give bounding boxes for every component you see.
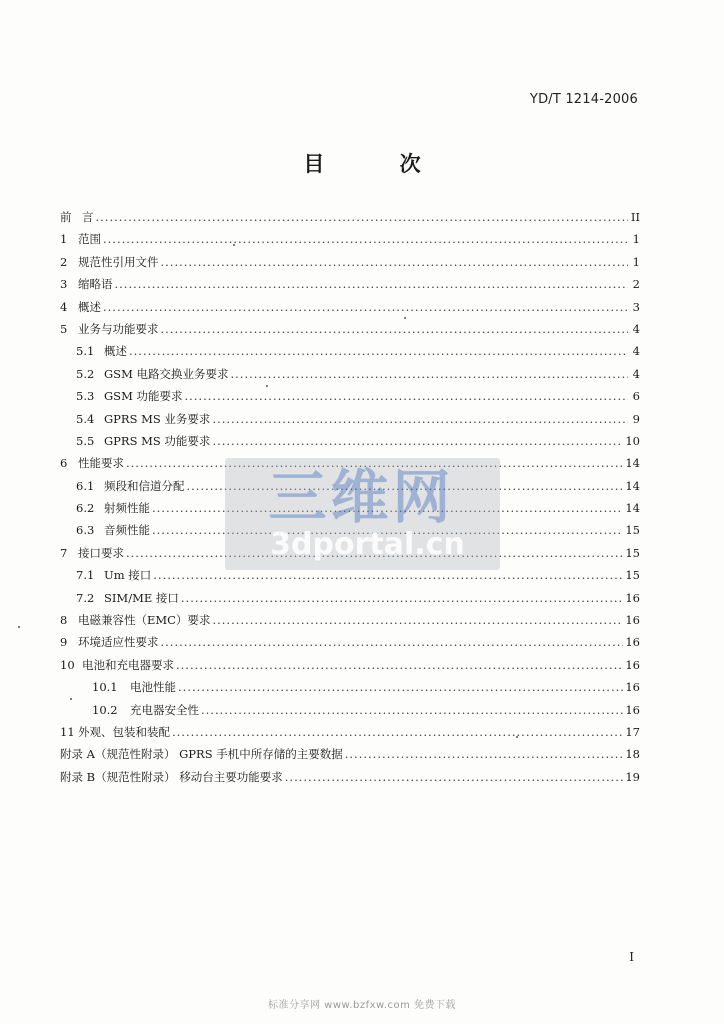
footer-credit: 标准分享网 www.bzfxw.com 免费下载 bbox=[268, 1000, 456, 1011]
toc-entry[interactable] bbox=[60, 743, 640, 765]
toc-leader-dots bbox=[115, 273, 629, 295]
toc-entry-number: 11 bbox=[60, 724, 75, 739]
toc-entry[interactable] bbox=[60, 587, 640, 609]
toc-entry-page: 16 bbox=[625, 680, 640, 695]
toc-entry-label: 概述 bbox=[104, 344, 127, 359]
toc-entry-page: 15 bbox=[625, 545, 640, 560]
toc-entry[interactable] bbox=[60, 385, 640, 407]
toc-entry-number: 5.2 bbox=[76, 366, 95, 381]
toc-entry-page: 10 bbox=[625, 433, 640, 448]
toc-leader-dots bbox=[231, 363, 629, 385]
toc-entry-label: 附录 B（规范性附录） 移动台主要功能要求 bbox=[60, 769, 283, 784]
toc-entry[interactable] bbox=[60, 699, 640, 721]
scan-speck bbox=[18, 626, 20, 628]
toc-entry-number: 6.1 bbox=[76, 478, 95, 493]
toc-entry[interactable] bbox=[60, 721, 640, 743]
toc-entry-label: 电池和充电器要求 bbox=[82, 657, 174, 672]
watermark-domain: 3dportal.cn bbox=[270, 527, 465, 562]
toc-entry-page: 16 bbox=[625, 657, 640, 672]
toc-entry-label: 射频性能 bbox=[104, 501, 150, 516]
toc-entry[interactable] bbox=[60, 408, 640, 430]
toc-entry-number: 3 bbox=[60, 277, 68, 292]
toc-entry-label: 言 bbox=[82, 210, 94, 224]
toc-entry-label: SIM/ME 接口 bbox=[104, 590, 179, 605]
toc-entry-page: 16 bbox=[625, 590, 640, 605]
toc-entry-number: 6.2 bbox=[76, 501, 95, 516]
toc-entry-page: 9 bbox=[632, 411, 640, 426]
toc-entry-page: 17 bbox=[625, 724, 640, 739]
scan-speck bbox=[404, 317, 406, 319]
toc-entry-page: 14 bbox=[625, 501, 640, 516]
toc-entry-page: II bbox=[630, 210, 640, 224]
toc-entry-number: 8 bbox=[60, 613, 68, 628]
toc-leader-dots bbox=[172, 721, 623, 743]
toc-entry-number: 9 bbox=[60, 635, 68, 650]
toc-entry-label: 充电器安全性 bbox=[130, 702, 199, 717]
toc-entry-label: 音频性能 bbox=[104, 523, 150, 538]
toc-entry-label: 接口要求 bbox=[78, 545, 124, 560]
toc-entry[interactable] bbox=[60, 296, 640, 318]
toc-entry-page: 2 bbox=[632, 277, 640, 292]
scan-speck bbox=[266, 385, 268, 387]
toc-entry-label: Um 接口 bbox=[104, 568, 152, 583]
watermark-logo: 三维网 bbox=[268, 463, 455, 531]
toc-entry-label: 环境适应性要求 bbox=[78, 635, 159, 650]
toc-entry-label: 附录 A（规范性附录） GPRS 手机中所存储的主要数据 bbox=[60, 747, 343, 762]
toc-entry-number: 6 bbox=[60, 456, 68, 471]
toc-entry[interactable] bbox=[60, 318, 640, 340]
toc-entry-number: 5.4 bbox=[76, 411, 95, 426]
toc-entry-page: 16 bbox=[625, 635, 640, 650]
toc-entry-page: 16 bbox=[625, 613, 640, 628]
toc-entry-number: 5.5 bbox=[76, 433, 95, 448]
toc-entry-label: GPRS MS 功能要求 bbox=[104, 433, 211, 448]
toc-entry-number: 5.1 bbox=[76, 344, 95, 359]
toc-leader-dots bbox=[201, 699, 623, 721]
toc-leader-dots bbox=[96, 206, 629, 228]
toc-entry[interactable] bbox=[60, 251, 640, 273]
toc-entry-label: 缩略语 bbox=[78, 277, 113, 292]
toc-entry-label: 电磁兼容性（EMC）要求 bbox=[78, 613, 211, 628]
toc-entry-page: 1 bbox=[632, 254, 640, 269]
toc-entry[interactable] bbox=[60, 340, 640, 362]
toc-entry-page: 14 bbox=[625, 456, 640, 471]
toc-leader-dots bbox=[161, 251, 629, 273]
toc-entry-number: 6.3 bbox=[76, 523, 95, 538]
toc-leader-dots bbox=[176, 654, 623, 676]
toc-entry[interactable] bbox=[60, 766, 640, 788]
toc-entry-number: 2 bbox=[60, 254, 68, 269]
toc-entry[interactable] bbox=[60, 676, 640, 698]
watermark bbox=[225, 458, 500, 570]
toc-entry[interactable] bbox=[60, 430, 640, 452]
toc-entry[interactable] bbox=[60, 654, 640, 676]
toc-entry-page: 3 bbox=[632, 299, 640, 314]
toc-entry-label: 频段和信道分配 bbox=[104, 478, 185, 493]
toc-entry-page: 1 bbox=[632, 232, 640, 247]
toc-leader-dots bbox=[212, 609, 623, 631]
toc-entry-label: 规范性引用文件 bbox=[78, 254, 159, 269]
toc-entry-number: 7.1 bbox=[76, 568, 95, 583]
toc-entry-label: GSM 功能要求 bbox=[104, 389, 183, 404]
toc-entry-label: 外观、包装和装配 bbox=[78, 724, 170, 739]
scan-speck bbox=[233, 244, 235, 246]
toc-entry-page: 19 bbox=[625, 769, 640, 784]
toc-entry-page: 16 bbox=[625, 702, 640, 717]
toc-entry-number: 10 bbox=[60, 657, 75, 672]
toc-entry-label: 电池性能 bbox=[130, 680, 176, 695]
toc-entry-page: 6 bbox=[632, 389, 640, 404]
toc-entry-page: 14 bbox=[625, 478, 640, 493]
toc-entry-label: 概述 bbox=[78, 299, 101, 314]
toc-leader-dots bbox=[103, 296, 628, 318]
toc-entry-number: 前 bbox=[60, 210, 72, 224]
toc-entry[interactable] bbox=[60, 228, 640, 250]
toc-leader-dots bbox=[178, 676, 623, 698]
toc-entry-page: 18 bbox=[625, 747, 640, 762]
toc-leader-dots bbox=[103, 228, 628, 250]
toc-entry-number: 10.2 bbox=[92, 702, 118, 717]
toc-entry-number: 7 bbox=[60, 545, 68, 560]
toc-leader-dots bbox=[185, 385, 629, 407]
toc-entry[interactable] bbox=[60, 363, 640, 385]
toc-entry-number: 5 bbox=[60, 321, 68, 336]
toc-entry[interactable] bbox=[60, 206, 640, 228]
toc-leader-dots bbox=[161, 631, 624, 653]
toc-entry[interactable] bbox=[60, 273, 640, 295]
toc-entry-number: 7.2 bbox=[76, 590, 95, 605]
toc-entry-page: 4 bbox=[632, 321, 640, 336]
toc-leader-dots bbox=[212, 430, 623, 452]
toc-leader-dots bbox=[345, 743, 624, 765]
toc-entry-number: 5.3 bbox=[76, 389, 95, 404]
toc-leader-dots bbox=[181, 587, 623, 609]
toc-entry-label: GPRS MS 业务要求 bbox=[104, 411, 211, 426]
document-code: YD/T 1214-2006 bbox=[529, 92, 638, 107]
scan-speck bbox=[516, 736, 518, 738]
toc-entry-page: 15 bbox=[625, 523, 640, 538]
toc-leader-dots bbox=[212, 408, 628, 430]
page-number: I bbox=[629, 950, 634, 964]
toc-entry-page: 15 bbox=[625, 568, 640, 583]
toc-entry-label: 范围 bbox=[78, 232, 101, 247]
toc-entry-page: 4 bbox=[632, 366, 640, 381]
toc-entry-page: 4 bbox=[632, 344, 640, 359]
toc-leader-dots bbox=[285, 766, 624, 788]
toc-title: 目 次 bbox=[303, 152, 455, 176]
toc-entry[interactable] bbox=[60, 609, 640, 631]
scan-speck bbox=[70, 698, 72, 700]
toc-entry-number: 1 bbox=[60, 232, 68, 247]
toc-leader-dots bbox=[161, 318, 629, 340]
toc-entry-number: 10.1 bbox=[92, 680, 118, 695]
toc-entry-number: 4 bbox=[60, 299, 68, 314]
toc-entry-label: GSM 电路交换业务要求 bbox=[104, 366, 229, 381]
toc-leader-dots bbox=[129, 340, 628, 362]
toc-entry-label: 业务与功能要求 bbox=[78, 321, 159, 336]
toc-entry[interactable] bbox=[60, 631, 640, 653]
toc-entry-label: 性能要求 bbox=[78, 456, 124, 471]
